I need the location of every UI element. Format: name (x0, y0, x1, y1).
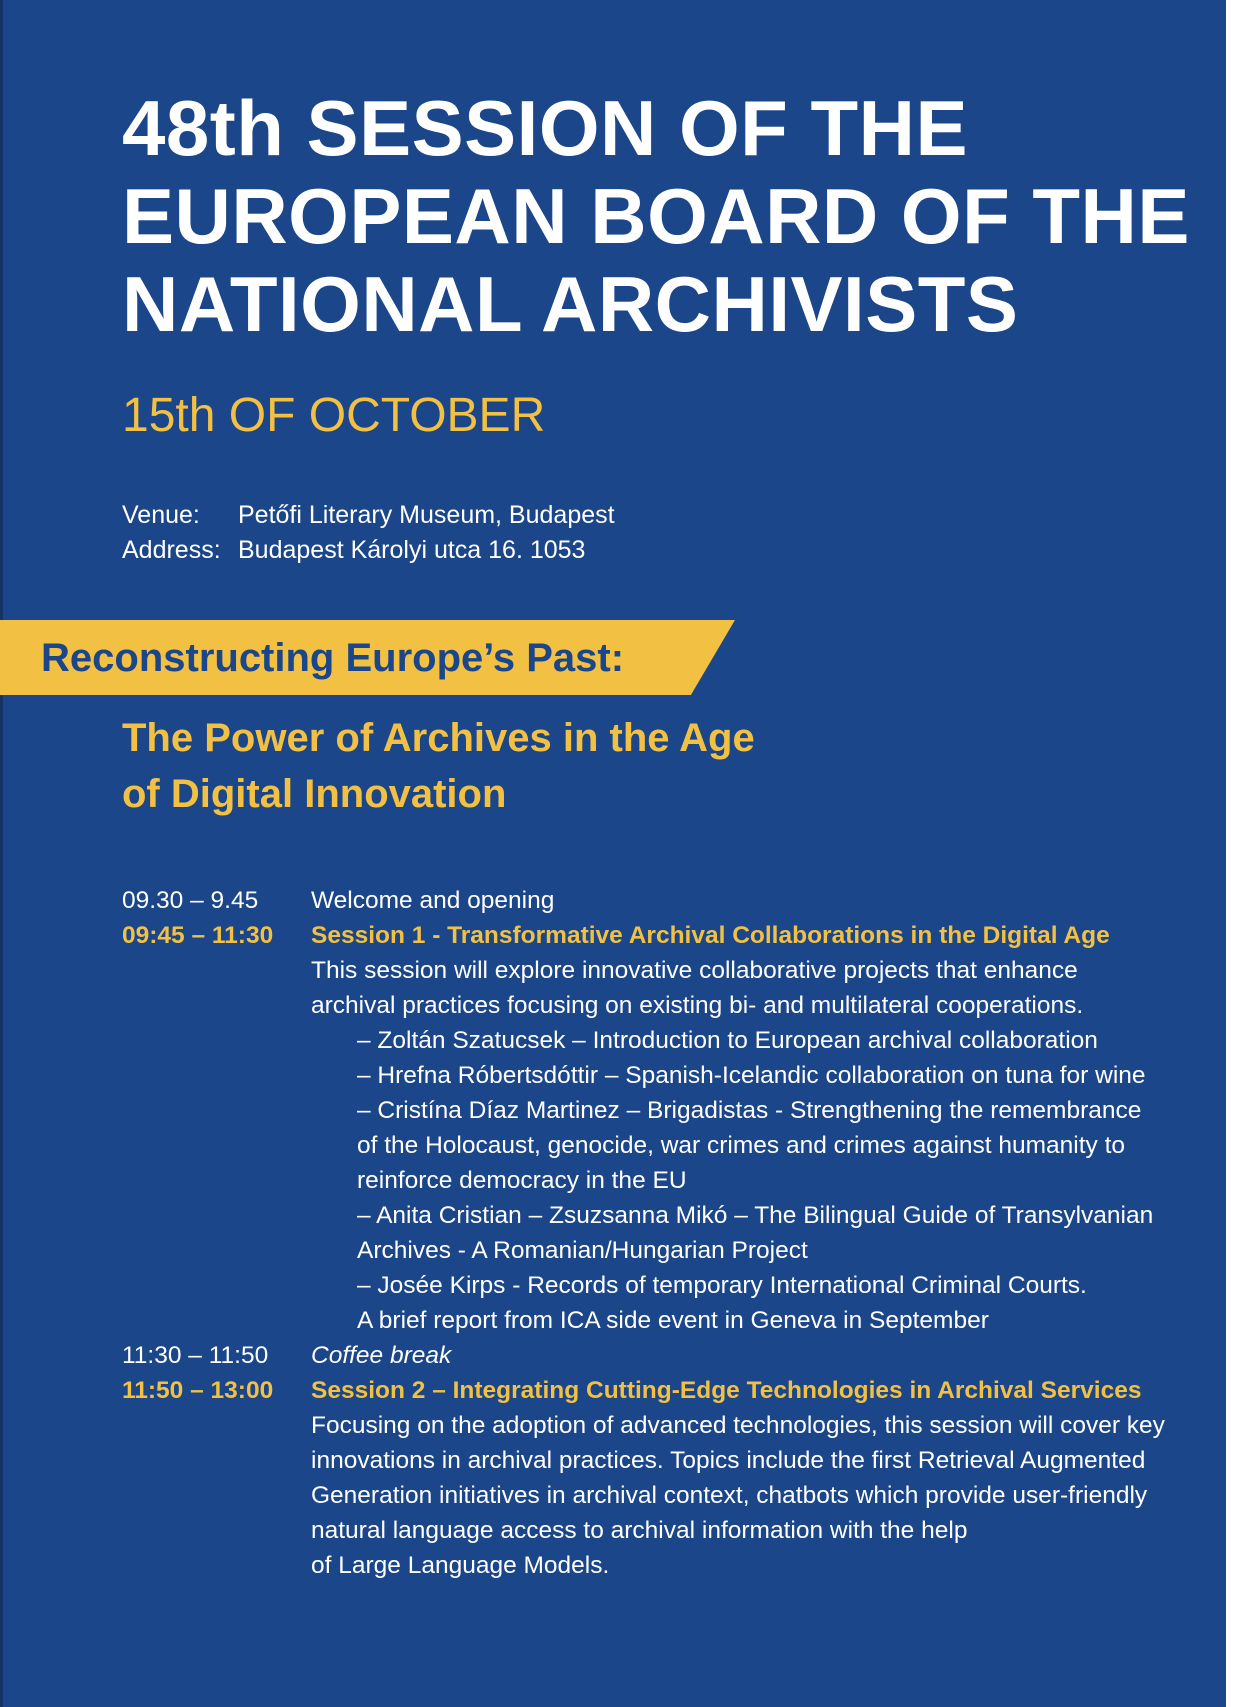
speaker-line: – Zoltán Szatucsek – Introduction to European archival collaboration (357, 1027, 1098, 1054)
schedule-entry-session-1 (122, 918, 1202, 1338)
subtitle-line-1: The Power of Archives in the Age (122, 716, 755, 760)
description-line: This session will explore innovative collaborative projects that enhance (311, 957, 1078, 984)
title-line-3: NATIONAL ARCHIVISTS (122, 260, 1019, 348)
description-line: of Large Language Models. (311, 1552, 610, 1579)
speaker-list (311, 1023, 1202, 1338)
speaker-line: – Anita Cristian – Zsuzsanna Mikó – The Bilingual Guide of Transylvanian (357, 1202, 1154, 1229)
schedule-entry-coffee (122, 1338, 1202, 1373)
schedule-entry-session-2 (122, 1373, 1202, 1583)
poster-title (122, 84, 1190, 348)
entry-time: 11:30 – 11:50 (122, 1342, 269, 1369)
description-line: Focusing on the adoption of advanced technologies, this session will cover key (311, 1412, 1165, 1439)
description-line: natural language access to archival information with the help (311, 1517, 968, 1544)
subtitle (122, 710, 755, 822)
title-line-1: 48th SESSION OF THE (122, 84, 968, 172)
session-title: Session 2 – Integrating Cutting-Edge Technologies in Archival Services (311, 1377, 1142, 1404)
venue-label: Venue: (122, 501, 200, 529)
speaker-line: reinforce democracy in the EU (357, 1167, 687, 1194)
speaker-line: – Josée Kirps - Records of temporary International Criminal Courts. (357, 1272, 1087, 1299)
speaker-line: Archives - A Romanian/Hungarian Project (357, 1237, 808, 1264)
schedule-entry-welcome (122, 883, 1202, 918)
title-line-2: EUROPEAN BOARD OF THE (122, 172, 1190, 260)
address-value: Budapest Károlyi utca 16. 1053 (238, 536, 586, 564)
banner-title: Reconstructing Europe’s Past: (41, 636, 625, 680)
venue-row (122, 498, 615, 533)
venue-value: Petőfi Literary Museum, Budapest (238, 501, 615, 529)
speaker-line: A brief report from ICA side event in Geneva in September (357, 1307, 989, 1334)
entry-content (311, 883, 1202, 918)
entry-time: 09.30 – 9.45 (122, 887, 259, 914)
entry-content (311, 1373, 1202, 1583)
schedule (122, 883, 1202, 1583)
speaker-line: of the Holocaust, genocide, war crimes and crimes against humanity to (357, 1132, 1126, 1159)
address-label: Address: (122, 536, 221, 564)
description-line: archival practices focusing on existing bi- and multilateral cooperations. (311, 992, 1084, 1019)
entry-time: 11:50 – 13:00 (122, 1377, 274, 1404)
entry-title: Coffee break (311, 1342, 452, 1369)
speaker-line: – Hrefna Róbertsdóttir – Spanish-Icelandic collaboration on tuna for wine (357, 1062, 1146, 1089)
subtitle-line-2: of Digital Innovation (122, 772, 507, 816)
event-date: 15th OF OCTOBER (122, 389, 546, 442)
description-line: innovations in archival practices. Topics include the first Retrieval Augmented (311, 1447, 1146, 1474)
session-title: Session 1 - Transformative Archival Collaborations in the Digital Age (311, 922, 1110, 949)
entry-time: 09:45 – 11:30 (122, 922, 274, 949)
entry-content (311, 918, 1202, 1338)
entry-title: Welcome and opening (311, 887, 555, 914)
entry-content (311, 1338, 1202, 1373)
address-row (122, 533, 615, 568)
venue-info (122, 498, 615, 568)
description-line: Generation initiatives in archival context, chatbots which provide user-friendly (311, 1482, 1148, 1509)
speaker-line: – Cristína Díaz Martinez – Brigadistas - Strengthening the remembrance (357, 1097, 1142, 1124)
